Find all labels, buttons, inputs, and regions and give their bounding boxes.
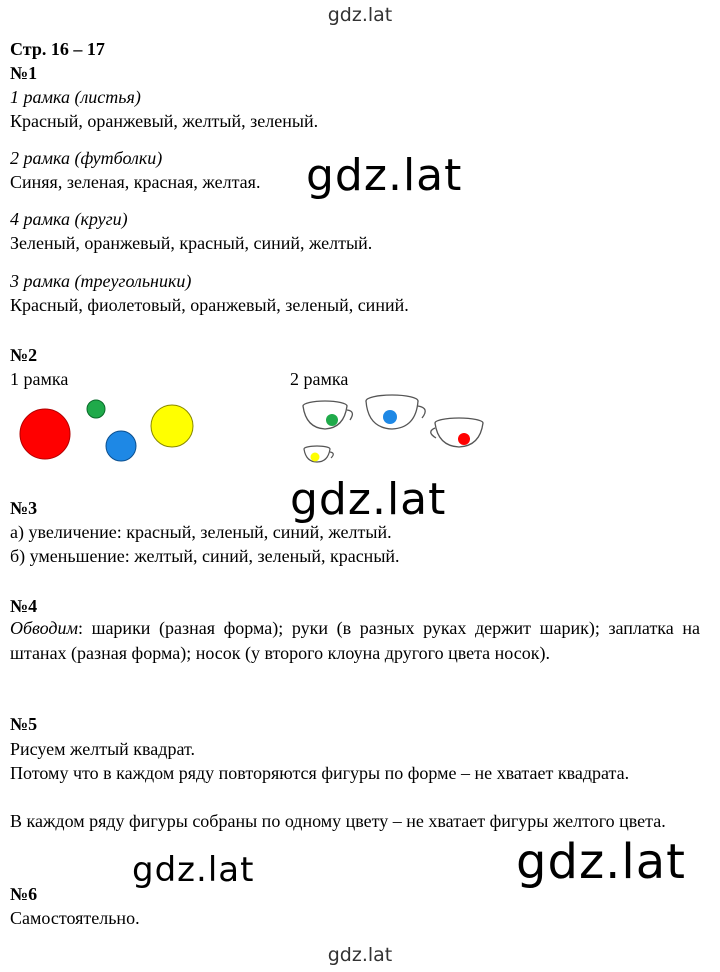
task-6-number: №6 (10, 884, 38, 904)
frame-3-title: 3 рамка (треугольники) (10, 271, 192, 291)
task-1-number: №1 (10, 63, 38, 83)
watermark-large-2: gdz.lat (290, 474, 447, 525)
watermark-large-3: gdz.lat (516, 834, 686, 890)
watermark-top: gdz.lat (327, 4, 393, 26)
task-3-number: №3 (10, 498, 38, 518)
watermark-large-4: gdz.lat (132, 850, 255, 890)
task-2-number: №2 (10, 345, 38, 365)
task-2-frame-1-label: 1 рамка (10, 369, 69, 389)
green-circle (87, 400, 105, 418)
task-5-p3: В каждом ряду фигуры собраны по одному цвету – не хватает фигуры желтого цвета. (10, 811, 666, 831)
watermark-bottom: gdz.lat (327, 944, 393, 966)
frame-2-answer: Синяя, зеленая, красная, желтая. (10, 172, 261, 192)
blue-circle (106, 431, 136, 461)
frame-2-title: 2 рамка (футболки) (10, 148, 163, 168)
task-3-a: а) увеличение: красный, зеленый, синий, желтый. (10, 522, 392, 542)
task-4-text (10, 616, 700, 666)
cup-red (431, 418, 483, 447)
red-circle (20, 409, 70, 459)
frame-4-title: 4 рамка (круги) (10, 209, 128, 229)
frame-1-answer: Красный, оранжевый, желтый, зеленый. (10, 111, 319, 131)
task-5-p1: Рисуем желтый квадрат. (10, 739, 195, 759)
frame-1-title: 1 рамка (листья) (10, 87, 141, 107)
cup-blue (366, 395, 425, 429)
frame-4-answer: Зеленый, оранжевый, красный, синий, желтый. (10, 233, 373, 253)
cup-green (303, 401, 352, 429)
watermark-large-1: gdz.lat (306, 150, 463, 201)
cup-yellow (304, 446, 333, 462)
task-5-p2: Потому что в каждом ряду повторяются фигуры по форме – не хватает квадрата. (10, 763, 630, 783)
page-range-heading: Стр. 16 – 17 (10, 39, 105, 59)
task-5-number: №5 (10, 714, 38, 734)
circles-figure (10, 392, 210, 472)
task-4-body: : шарики (разная форма); руки (в разных руках держит шарик); заплатка на штанах (разная форма); носок (у второго клоуна другого цвета носок). (10, 618, 700, 663)
task-2-frame-2-label: 2 рамка (290, 369, 349, 389)
cups-figure (296, 390, 496, 468)
yellow-circle (151, 405, 193, 447)
task-6-text: Самостоятельно. (10, 908, 140, 928)
frame-3-answer: Красный, фиолетовый, оранжевый, зеленый, синий. (10, 295, 409, 315)
task-4-lead: Обводим (10, 618, 78, 638)
task-4-number: №4 (10, 596, 38, 616)
task-3-b: б) уменьшение: желтый, синий, зеленый, красный. (10, 546, 400, 566)
